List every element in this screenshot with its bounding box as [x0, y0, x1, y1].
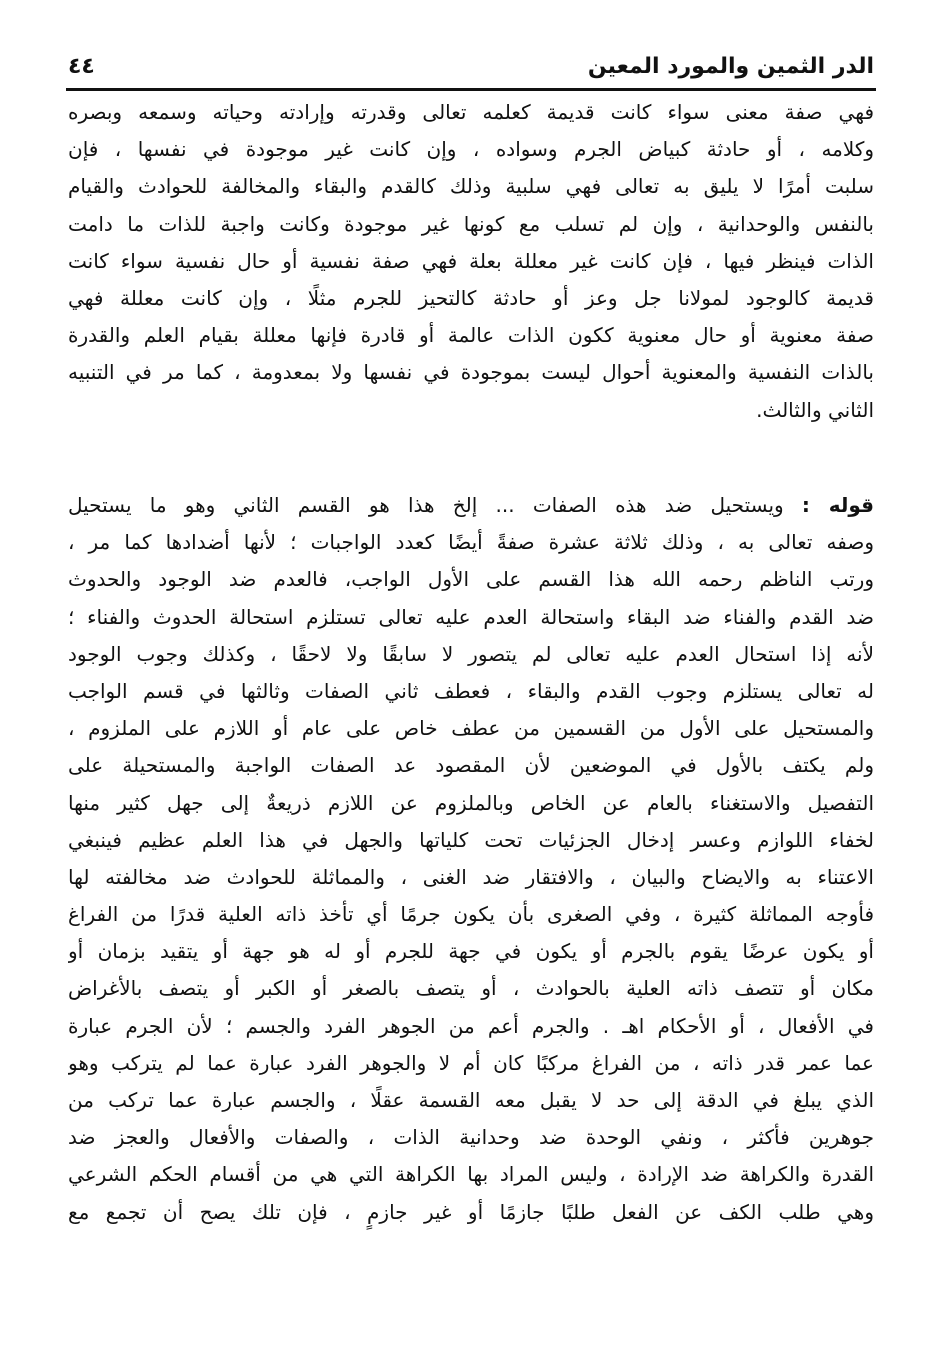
- text-line: لخفاء اللوازم وعسر إدخال الجزئيات تحت كلياتها والجهل في هذا العلم عظيم فينبغي: [68, 827, 874, 852]
- text-line: القدرة والكراهة ضد الإرادة ، وليس المراد بها الكراهة التي هي من أقسام الحكم الشرعي: [68, 1162, 874, 1187]
- page-number: ٤٤: [68, 54, 95, 79]
- header-rule: [66, 88, 876, 91]
- text-line: وصفه تعالى به ، وذلك ثلاثة عشرة صفةً أيضًا كعدد الواجبات ؛ لأنها أضدادها كما مر ،: [68, 530, 874, 555]
- paragraph-1: [68, 94, 874, 429]
- text-line: فأوجه المماثلة كثيرة ، وفي الصغرى بأن يكون جرمًا أي تأخذ ذاته العلية قدرًا من الفراغ: [68, 902, 874, 927]
- text-line: وكلامه ، أو حادثة كبياض الجرم وسواده ، وإن كانت غير موجودة في نفسها ، فإن: [68, 137, 874, 162]
- text-line: ولم يكتف بالأول في الموضعين لأن المقصود عد الصفات الواجبة والمستحيلة على: [68, 753, 874, 778]
- text-line: وهي طلب الكف عن الفعل طلبًا جازمًا أو غير جازمٍ ، فإن تلك يصح أن تجمع مع: [68, 1199, 874, 1224]
- text-line: سلبت أمرًا لا يليق به تعالى فهي سلبية وذلك كالقدم والبقاء والمخالفة للحوادث والقيام: [68, 174, 874, 199]
- text-line: عما عمر قدر ذاته ، من الفراغ مركبًا كان أم لا والجوهر الفرد عبارة عما لم يتركب وهو: [68, 1050, 874, 1075]
- book-title: الدر الثمين والمورد المعين: [587, 54, 874, 79]
- text-line: ورتب الناظم رحمه الله هذا القسم على الأول الواجب، فالعدم ضد الوجود والحدوث: [68, 567, 874, 592]
- text-line: بالنفس والوحدانية ، وإن لم تسلب مع كونها غير موجودة وكانت واجبة للذات ما دامت: [68, 211, 874, 236]
- text-line: مكان أو تتصف ذاته العلية بالحوادث ، أو يتصف بالصغر أو الكبر أو يتصف بالأغراض: [68, 976, 874, 1001]
- text-line: [68, 487, 874, 524]
- text-line: لأنه إذا استحال العدم عليه تعالى لم يتصور لا سابقًا ولا لاحقًا ، وكذلك وجوب الوجود: [68, 641, 874, 666]
- lead-word: قوله :: [801, 493, 874, 517]
- text-line: له تعالى يستلزم وجوب القدم والبقاء ، فعطف ثاني الصفات وثالثها في قسم الواجب: [68, 678, 874, 703]
- text-line: قديمة كالوجود لمولانا جل وعز أو حادثة كالتحيز للجرم مثلًا ، وإن كانت معللة فهي: [68, 285, 874, 310]
- text-line: الذي يبلغ في الدقة إلى حد لا يقبل معه القسمة عقلًا ، والجسم عبارة عما تركب من: [68, 1088, 874, 1112]
- text-line: في الأفعال ، أو الأحكام اهـ . والجرم أعم من الجوهر الفرد والجسم ؛ لأن الجرم عبارة: [68, 1013, 874, 1038]
- text-line-rest: ويستحيل ضد هذه الصفات ... إلخ هذا هو القسم الثاني وهو ما يستحيل: [68, 493, 784, 517]
- text-line: صفة معنوية أو حال معنوية ككون الذات عالمة أو قادرة فإنها معللة بقيام العلم والقدرة: [68, 323, 874, 348]
- text-line: الذات فينظر فيها ، فإن كانت غير معللة بعلة فهي صفة نفسية أو حال نفسية سواء كانت: [68, 248, 874, 273]
- text-line: التفصيل والاستغناء بالعام عن الخاص وبالملزوم عن اللازم ذريعةٌ إلى جهل كثير منها: [68, 790, 874, 815]
- running-header: [68, 52, 874, 86]
- text-line: أو يكون عرضًا يقوم بالجرم أو يكون في جهة للجرم أو له هو جهة أو يتقيد بزمان أو: [68, 939, 874, 964]
- text-line: الثاني والثالث.: [756, 397, 874, 422]
- text-line: ضد القدم والفناء ضد البقاء واستحالة العدم عليه تعالى تستلزم استحالة الحدوث والفناء ؛: [68, 604, 874, 629]
- text-line: جوهرين فأكثر ، ونفي الوحدة ضد وحدانية الذات ، والصفات والأفعال والعجز ضد: [68, 1125, 874, 1150]
- text-line: فهي صفة معنى سواء كانت قديمة كعلمه تعالى وقدرته وإرادته وحياته وسمعه وبصره: [68, 100, 874, 124]
- text-line: والمستحيل على الأول من القسمين من عطف خاص على عام أو اللازم على الملزوم ،: [68, 716, 874, 741]
- text-line: الاعتناء به والايضاح والبيان ، والافتقار ضد الغنى ، والمماثلة للحوادث ضد مخالفته لها: [68, 864, 874, 889]
- paragraph-2: [68, 487, 874, 1231]
- text-line: بالذات النفسية والمعنوية أحوال ليست بموجودة في نفسها ولا بمعدومة ، كما مر في التنبيه: [68, 360, 874, 385]
